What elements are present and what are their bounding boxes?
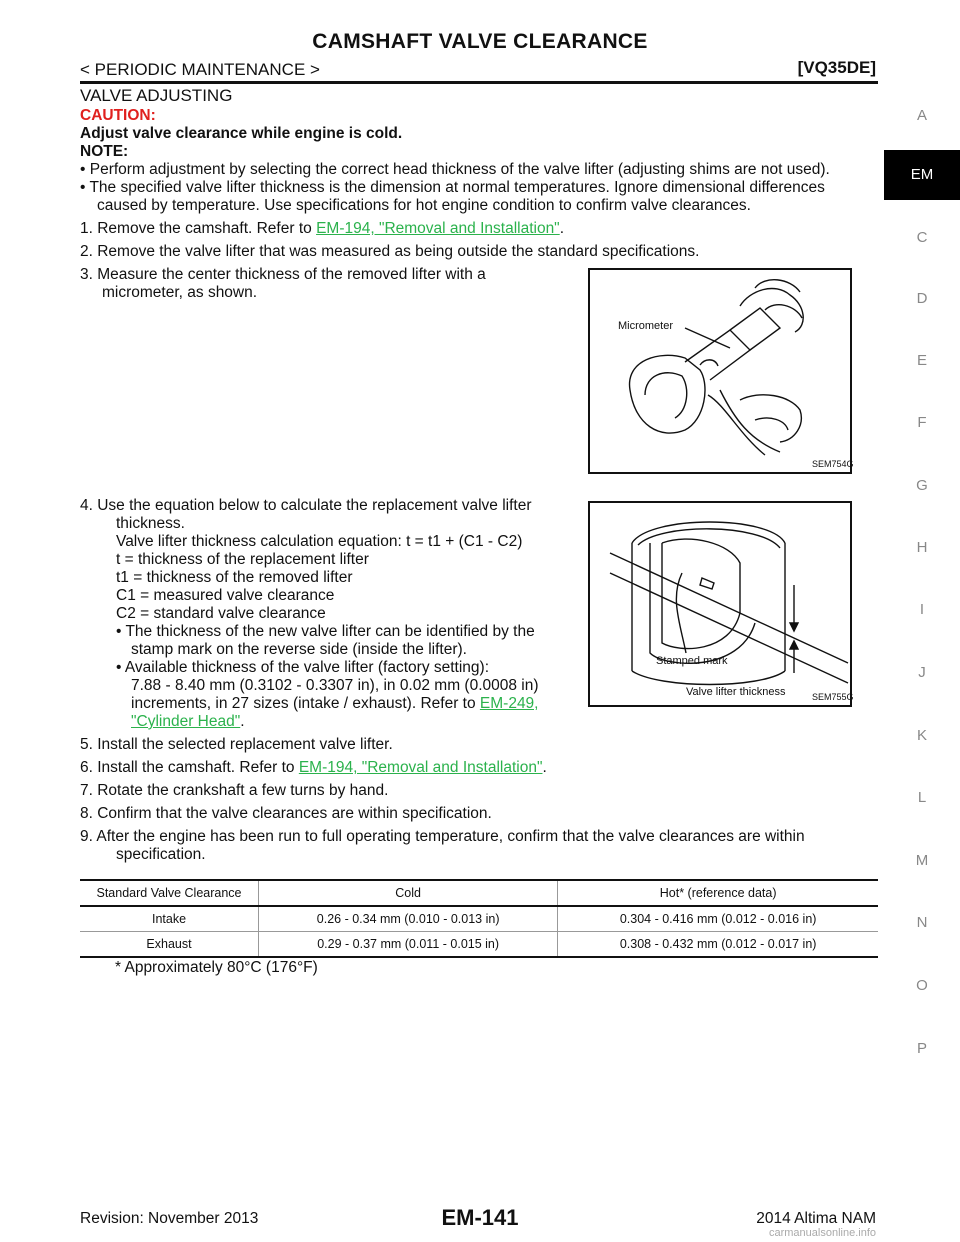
- figure-code: SEM755G: [812, 692, 854, 702]
- table-cell: Exhaust: [80, 932, 259, 958]
- chapter-tab-n[interactable]: N: [916, 914, 928, 931]
- chapter-tab-i[interactable]: I: [919, 601, 925, 618]
- chapter-tab-a[interactable]: A: [916, 107, 927, 124]
- chapter-tab-em[interactable]: EM: [884, 150, 960, 200]
- valve-lifter-figure: [588, 501, 852, 707]
- micrometer-figure: [588, 268, 852, 474]
- cylinder-head-link[interactable]: "Cylinder Head": [131, 713, 241, 730]
- equation-term: t = thickness of the replacement lifter: [116, 551, 369, 568]
- table-header: Cold: [259, 880, 558, 906]
- step-7: 7. Rotate the crankshaft a few turns by hand.: [80, 782, 389, 799]
- lifter-thickness-label: Valve lifter thickness: [686, 686, 786, 698]
- table-header: Standard Valve Clearance: [80, 880, 259, 906]
- step-1-link[interactable]: EM-194, "Removal and Installation": [316, 220, 560, 237]
- table-cell: Intake: [80, 906, 259, 932]
- micrometer-illustration: [590, 270, 850, 472]
- note-label: NOTE:: [80, 143, 129, 160]
- chapter-tab-j[interactable]: J: [918, 664, 926, 681]
- note-item-continued: caused by temperature. Use specifications for hot engine condition to confirm valve clearances.: [97, 197, 751, 214]
- equation-term: C1 = measured valve clearance: [116, 587, 335, 604]
- step-5: 5. Install the selected replacement valve lifter.: [80, 736, 393, 753]
- bullet-item-continued: increments, in 27 sizes (intake / exhaust). Refer to EM-249,: [131, 695, 539, 712]
- chapter-tab-f[interactable]: F: [917, 414, 927, 431]
- step-4: 4. Use the equation below to calculate the replacement valve lifter: [80, 497, 532, 514]
- chapter-tab-m[interactable]: M: [915, 852, 929, 869]
- engine-label: [VQ35DE]: [797, 58, 876, 77]
- step-4-continued: thickness.: [116, 515, 185, 532]
- step-8: 8. Confirm that the valve clearances are within specification.: [80, 805, 492, 822]
- revision-date: Revision: November 2013: [80, 1210, 259, 1227]
- step-6-link[interactable]: EM-194, "Removal and Installation": [298, 759, 543, 776]
- model-label: 2014 Altima NAM: [756, 1210, 876, 1227]
- equation-term: t1 = thickness of the removed lifter: [116, 569, 353, 586]
- chapter-tab-c[interactable]: C: [916, 229, 928, 246]
- em-249-link[interactable]: EM-249,: [479, 695, 539, 712]
- chapter-tab-g[interactable]: G: [916, 477, 928, 494]
- header-divider: [80, 81, 878, 84]
- step-3-continued: micrometer, as shown.: [102, 284, 258, 301]
- section-heading: VALVE ADJUSTING: [80, 86, 233, 105]
- step-2: 2. Remove the valve lifter that was measured as being outside the standard specifications.: [80, 243, 700, 260]
- page-number: EM-141: [441, 1205, 519, 1230]
- caution-label: CAUTION:: [80, 107, 156, 124]
- step-1: 1. Remove the camshaft. Refer to EM-194, "Removal and Installation".: [80, 220, 565, 237]
- chapter-tab-o[interactable]: O: [916, 977, 928, 994]
- table-cell: 0.308 - 0.432 mm (0.012 - 0.017 in): [558, 932, 878, 958]
- section-label: < PERIODIC MAINTENANCE >: [80, 60, 320, 79]
- micrometer-label: Micrometer: [618, 320, 674, 332]
- table-cell: 0.26 - 0.34 mm (0.010 - 0.013 in): [259, 906, 558, 932]
- valve-clearance-table: [80, 879, 878, 958]
- step-9: 9. After the engine has been run to full operating temperature, confirm that the valve clearances are within: [80, 828, 805, 845]
- chapter-tab-d[interactable]: D: [916, 290, 928, 307]
- stamped-mark-label: Stamped mark: [656, 655, 728, 667]
- bullet-item: • Available thickness of the valve lifter (factory setting):: [116, 659, 490, 676]
- note-item: • Perform adjustment by selecting the correct head thickness of the valve lifter (adjusting shims are not used).: [80, 161, 830, 178]
- table-row: [80, 932, 878, 958]
- table-row: [80, 906, 878, 932]
- step-9-continued: specification.: [116, 846, 206, 863]
- chapter-tab-k[interactable]: K: [916, 727, 927, 744]
- equation: Valve lifter thickness calculation equation: t = t1 + (C1 - C2): [116, 533, 523, 550]
- equation-term: C2 = standard valve clearance: [116, 605, 326, 622]
- bullet-item-continued: stamp mark on the reverse side (inside the lifter).: [131, 641, 467, 658]
- valve-lifter-illustration: [590, 503, 850, 705]
- footnote: * Approximately 80°C (176°F): [115, 959, 318, 976]
- table-header: Hot* (reference data): [558, 880, 878, 906]
- chapter-index: [884, 0, 960, 1242]
- table-cell: 0.304 - 0.416 mm (0.012 - 0.016 in): [558, 906, 878, 932]
- step-3: 3. Measure the center thickness of the removed lifter with a: [80, 266, 486, 283]
- chapter-tab-h[interactable]: H: [916, 539, 928, 556]
- step-6: 6. Install the camshaft. Refer to EM-194, "Removal and Installation".: [80, 759, 547, 776]
- bullet-item-continued: 7.88 - 8.40 mm (0.3102 - 0.3307 in), in 0.02 mm (0.0008 in): [131, 677, 539, 694]
- watermark: carmanualsonline.info: [768, 1227, 876, 1239]
- figure-code: SEM754G: [812, 459, 854, 469]
- chapter-tab-p[interactable]: P: [916, 1040, 927, 1057]
- note-item: • The specified valve lifter thickness is the dimension at normal temperatures. Ignore dimensional differences: [80, 179, 825, 196]
- chapter-tab-l[interactable]: L: [917, 789, 927, 806]
- chapter-tab-e[interactable]: E: [916, 352, 927, 369]
- page-title: CAMSHAFT VALVE CLEARANCE: [312, 30, 648, 53]
- table-cell: 0.29 - 0.37 mm (0.011 - 0.015 in): [259, 932, 558, 958]
- table-header-row: [80, 880, 878, 906]
- caution-text: Adjust valve clearance while engine is cold.: [80, 125, 403, 142]
- bullet-item-continued: "Cylinder Head".: [131, 713, 245, 730]
- bullet-item: • The thickness of the new valve lifter can be identified by the: [116, 623, 535, 640]
